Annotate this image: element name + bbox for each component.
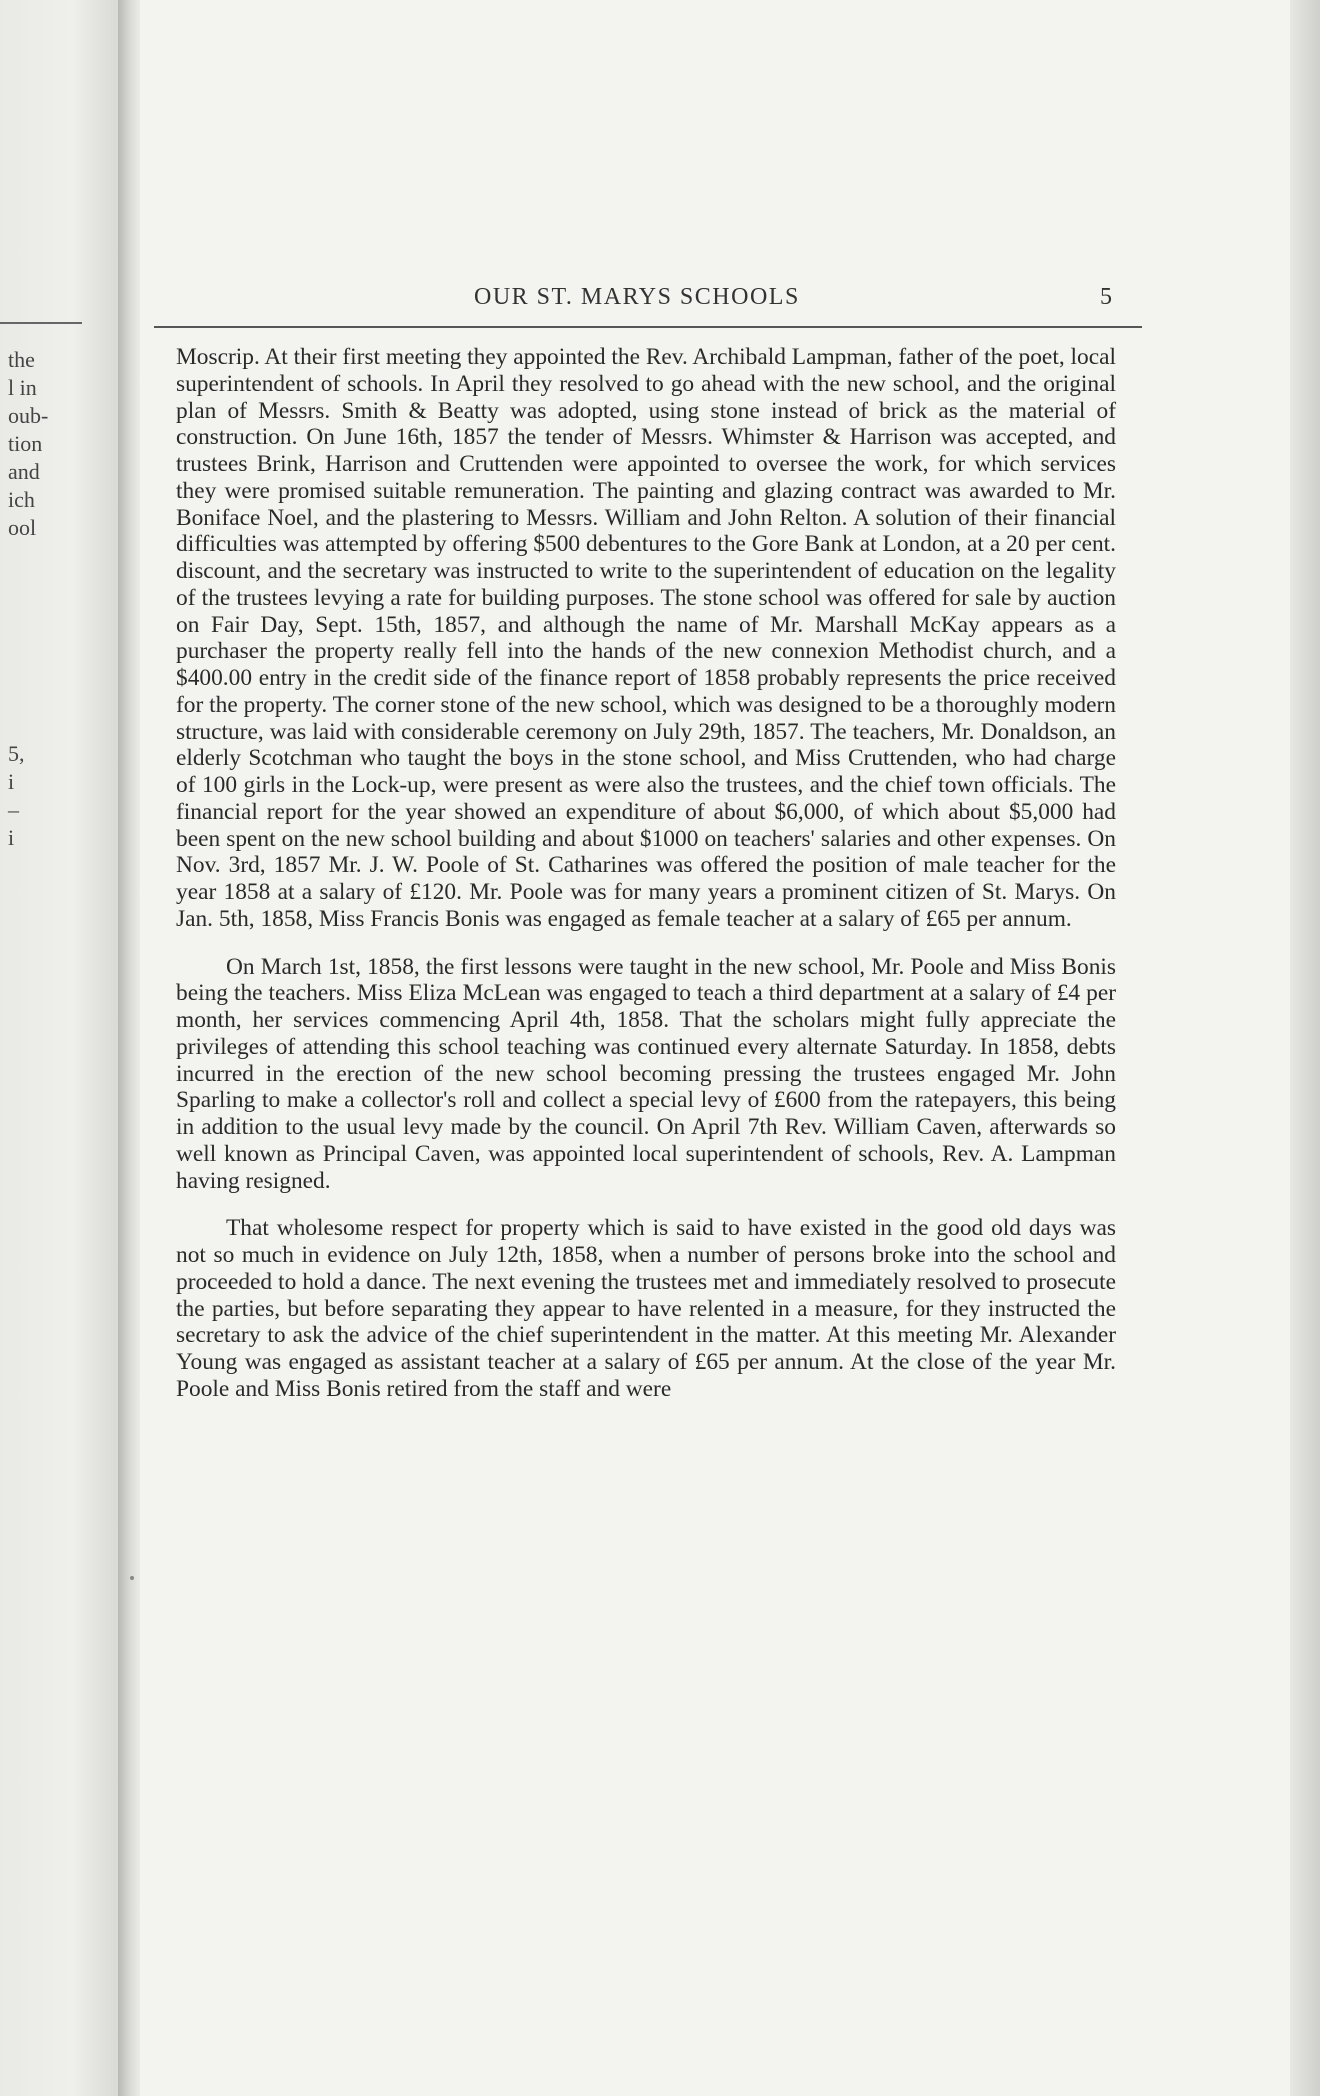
paragraph: That wholesome respect for property which is said to have existed in the good old days was not so much in evidence on July 12th, 1858, when a number of persons broke into the school and proceeded to hold a dance. The next evening the trustees met and immediately resolved to prosecute the parties, but before separating they appear to have relented in a measure, for they instructed the secretary to ask the advice of the chief superintendent in the matter. At this meeting Mr. Alexander Young was engaged as assistant teacher at a salary of £65 per annum. At the close of the year Mr. Poole and Miss Bonis retired from the staff and were bbox=[176, 1215, 1116, 1402]
previous-page-fragment: – bbox=[8, 797, 19, 822]
previous-page-fragment: oub- bbox=[8, 403, 49, 428]
previous-page-rule bbox=[0, 322, 82, 324]
body-text bbox=[176, 344, 1116, 1403]
running-title: OUR ST. MARYS SCHOOLS bbox=[474, 284, 800, 310]
page-header bbox=[156, 284, 1156, 324]
previous-page-fragment: l in bbox=[8, 375, 37, 400]
previous-page-fragment: i bbox=[8, 825, 15, 850]
previous-page-fragment: tion bbox=[8, 431, 43, 456]
previous-page-fragment: ool bbox=[8, 515, 37, 540]
page-number: 5 bbox=[1100, 284, 1112, 310]
header-rule bbox=[154, 326, 1142, 328]
paragraph: On March 1st, 1858, the first lessons were taught in the new school, Mr. Poole and Miss Bonis being the teachers. Miss Eliza McLean was engaged to teach a third department at a salary of £4 per month, her services commencing April 4th, 1858. That the scholars might fully appreciate the privileges of attending this school teaching was continued every alternate Saturday. In 1858, debts incurred in the erection of the new school becoming pressing the trustees engaged Mr. John Sparling to make a collector's roll and collect a special levy of £600 from the ratepayers, this being in addition to the usual levy made by the council. On April 7th Rev. William Caven, afterwards so well known as Principal Caven, was appointed local superintendent of schools, Rev. A. Lampman having resigned. bbox=[176, 953, 1116, 1194]
previous-page-fragment: the bbox=[8, 347, 35, 372]
previous-page-text-lower bbox=[8, 740, 108, 852]
margin-speck bbox=[130, 1576, 134, 1580]
previous-page-fragment: 5, bbox=[8, 741, 25, 766]
previous-page bbox=[0, 0, 120, 2096]
previous-page-fragment: i bbox=[8, 769, 15, 794]
paragraph: Moscrip. At their first meeting they appointed the Rev. Archibald Lampman, father of the poet, local superintendent of schools. In April they resolved to go ahead with the new school, and the original plan of Messrs. Smith & Beatty was adopted, using stone instead of brick as the material of construction. On June 16th, 1857 the tender of Messrs. Whimster & Harrison was accepted, and trustees Brink, Harrison and Cruttenden were appointed to oversee the work, for which services they were promised suitable remuneration. The painting and glazing contract was awarded to Mr. Boniface Noel, and the plastering to Messrs. William and John Relton. A solution of their financial difficulties was attempted by offering $500 debentures to the Gore Bank at London, at a 20 per cent. discount, and the secretary was instructed to write to the superintendent of education on the legality of the trustees levying a rate for building purposes. The stone school was offered for sale by auction on Fair Day, Sept. 15th, 1857, and although the name of Mr. Marshall McKay appears as a purchaser the property really fell into the hands of the new connexion Methodist church, and a $400.00 entry in the credit side of the finance report of 1858 probably represents the price received for the property. The corner stone of the new school, which was designed to be a thoroughly modern structure, was laid with considerable ceremony on July 29th, 1857. The teachers, Mr. Donaldson, an elderly Scotchman who taught the boys in the stone school, and Miss Cruttenden, who had charge of 100 girls in the Lock-up, were present as were also the trustees, and the chief town officials. The financial report for the year showed an expenditure of about $6,000, of which about $5,000 had been spent on the new school building and about $1000 on teachers' salaries and other expenses. On Nov. 3rd, 1857 Mr. J. W. Poole of St. Catharines was offered the position of male teacher for the year 1858 at a salary of £120. Mr. Poole was for many years a prominent citizen of St. Marys. On Jan. 5th, 1858, Miss Francis Bonis was engaged as female teacher at a salary of £65 per annum. bbox=[176, 344, 1116, 932]
previous-page-text bbox=[8, 346, 108, 542]
book-page bbox=[140, 0, 1290, 2096]
page-edge bbox=[1290, 0, 1320, 2096]
book-gutter bbox=[118, 0, 142, 2096]
previous-page-fragment: ich bbox=[8, 487, 35, 512]
previous-page-fragment: and bbox=[8, 459, 40, 484]
